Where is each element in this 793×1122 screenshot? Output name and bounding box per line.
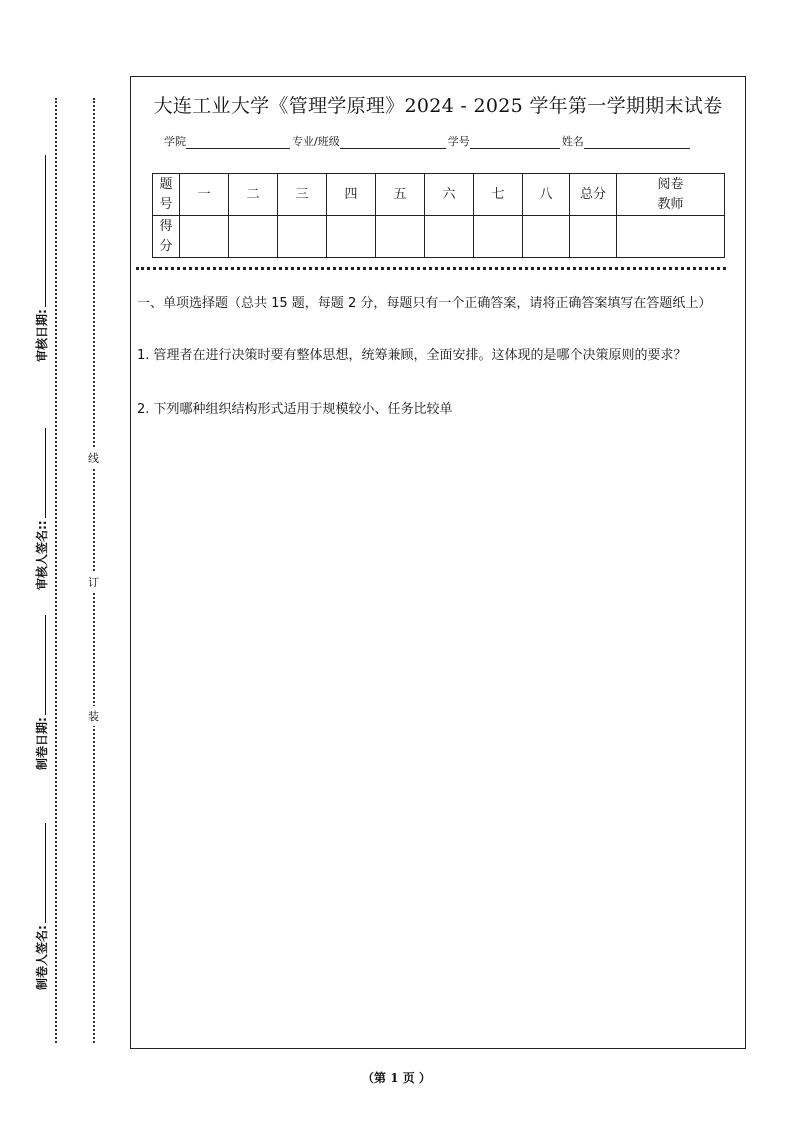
col-header-1: 一	[180, 174, 229, 216]
score-cell-2[interactable]	[229, 216, 278, 258]
score-cell-5[interactable]	[376, 216, 425, 258]
binding-dotted-line-inner	[93, 98, 95, 1043]
exam-title: 大连工业大学《管理学原理》2024 - 2025 学年第一学期期末试卷	[153, 95, 723, 117]
college-field[interactable]	[186, 136, 290, 149]
review-date-field[interactable]	[33, 155, 50, 362]
score-cell-3[interactable]	[278, 216, 327, 258]
major-class-field[interactable]	[340, 136, 446, 149]
grader-cell[interactable]	[617, 216, 725, 258]
student-id-field[interactable]	[470, 136, 560, 149]
col-header-5: 五	[376, 174, 425, 216]
page-number: （第 1 页 ）	[362, 1071, 431, 1085]
score-cell-total[interactable]	[570, 216, 617, 258]
college-label: 学院	[164, 135, 186, 148]
reviewer-signature-label: 审核人签名::	[35, 520, 49, 590]
col-header-4: 四	[327, 174, 376, 216]
grader-header: 阅卷 教师	[617, 174, 725, 216]
section-heading: 一、单项选择题（总共 15 题，每题 2 分，每题只有一个正确答案，请将正确答案填写在答题纸上）	[137, 296, 712, 311]
review-date-label: 审核日期:	[35, 309, 49, 362]
name-field[interactable]	[584, 136, 690, 149]
question-1: 1. 管理者在进行决策时要有整体思想，统筹兼顾，全面安排。这体现的是哪个决策原则的要求？	[137, 348, 687, 363]
score-table	[152, 173, 725, 258]
dotted-separator	[136, 267, 726, 270]
name-label: 姓名	[561, 135, 584, 148]
col-header-total: 总分	[570, 174, 617, 216]
paper-maker-signature-field[interactable]	[33, 823, 50, 990]
major-class-label: 专业/班级	[292, 135, 340, 148]
col-header-7: 七	[474, 174, 523, 216]
score-cell-6[interactable]	[425, 216, 474, 258]
col-header-8: 八	[523, 174, 570, 216]
paper-maker-signature-label: 制卷人签名:	[35, 925, 49, 990]
binding-char-bind: 装	[88, 706, 99, 726]
binding-dotted-line-outer	[55, 98, 57, 1043]
binding-char-line: 线	[88, 448, 99, 468]
paper-date-label: 制卷日期:	[35, 717, 49, 770]
question-2: 2. 下列哪种组织结构形式适用于规模较小、任务比较单	[137, 402, 453, 417]
score-header: 得 分	[153, 216, 180, 258]
paper-date-field[interactable]	[33, 615, 50, 770]
score-row	[153, 216, 725, 258]
question-number-row	[153, 174, 725, 216]
student-id-label: 学号	[447, 135, 470, 148]
score-cell-7[interactable]	[474, 216, 523, 258]
question-number-header: 题 号	[153, 174, 180, 216]
score-cell-1[interactable]	[180, 216, 229, 258]
col-header-3: 三	[278, 174, 327, 216]
student-info-row	[164, 133, 692, 149]
col-header-6: 六	[425, 174, 474, 216]
exam-frame	[130, 76, 746, 1049]
score-cell-4[interactable]	[327, 216, 376, 258]
score-cell-8[interactable]	[523, 216, 570, 258]
col-header-2: 二	[229, 174, 278, 216]
reviewer-signature-field[interactable]	[33, 428, 50, 590]
binding-char-staple: 订	[88, 572, 99, 592]
